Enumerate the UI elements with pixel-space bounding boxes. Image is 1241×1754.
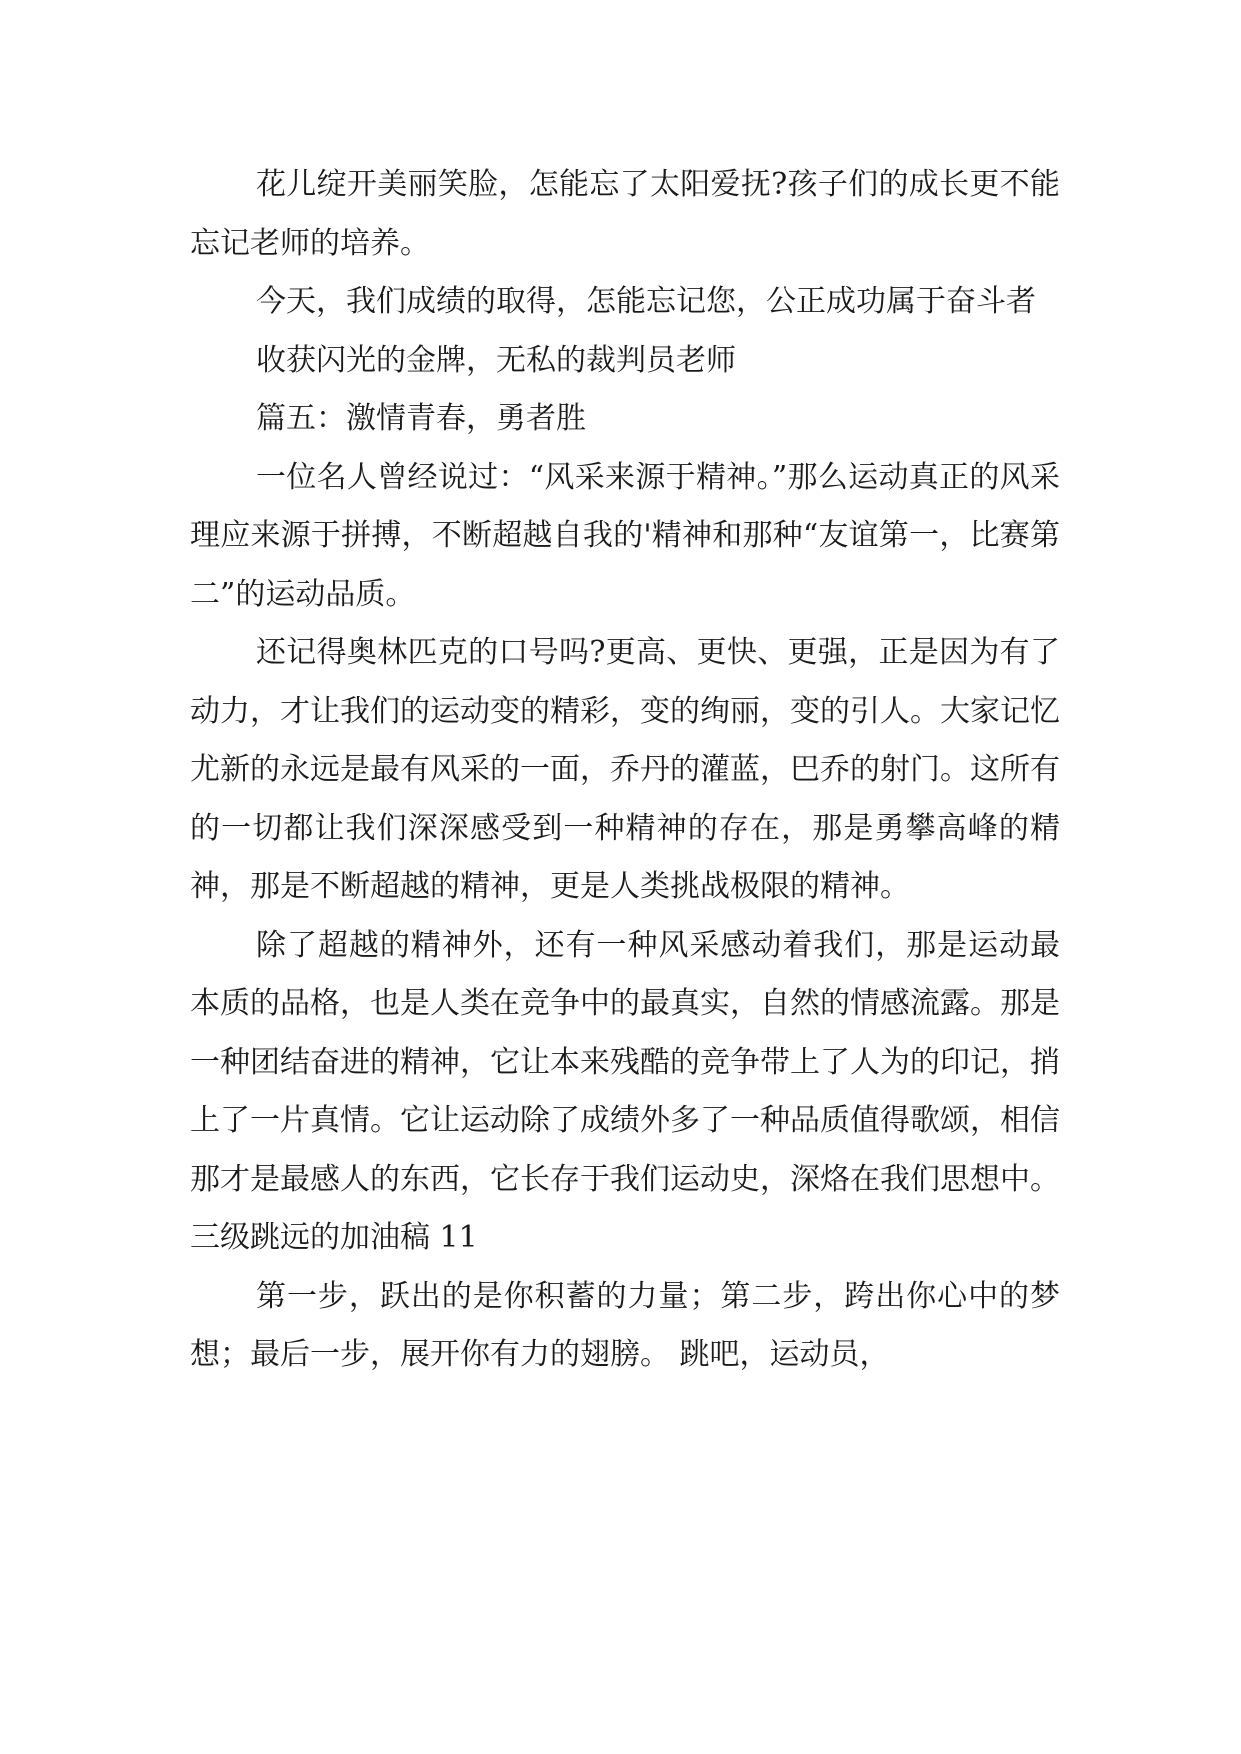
paragraph: 一位名人曾经说过：“风采来源于精神。”那么运动真正的风采理应来源于拼搏，不断超越自我的'精神和那种“友谊第一，比赛第二”的运动品质。 [190,459,1060,612]
paragraph: 除了超越的精神外，还有一种风采感动着我们，那是运动最本质的品格，也是人类在竞争中的最真实，自然的情感流露。那是一种团结奋进的精神，它让本来残酷的竞争带上了人为的印记，捎上了一片真情。它让运动除了成绩外多了一种品质值得歌颂，相信那才是最感人的东西，它长存于我们运动史，深烙在我们思想中。 [190,927,1060,1197]
section-heading: 篇五：激情青春，勇者胜 [256,401,586,436]
article-title: 三级跳远的加油稿 11 [190,1220,478,1255]
document-page [190,156,1060,1385]
paragraph: 今天，我们成绩的取得，怎能忘记您，公正成功属于奋斗者 [256,284,1036,319]
paragraph: 还记得奥林匹克的口号吗?更高、更快、更强，正是因为有了动力，才让我们的运动变的精彩，变的绚丽，变的引人。大家记忆尤新的永远是最有风采的一面，乔丹的灌蓝，巴乔的射门。这所有的一切都让我们深深感受到一种精神的存在，那是勇攀高峰的精神，那是不断超越的精神，更是人类挑战极限的精神。 [190,635,1060,904]
paragraph: 第一步，跃出的是你积蓄的力量；第二步，跨出你心中的梦想；最后一步，展开你有力的翅膀。 跳吧，运动员， [190,1278,1060,1372]
paragraph: 收获闪光的金牌，无私的裁判员老师 [256,342,736,378]
paragraph: 花儿绽开美丽笑脸，怎能忘了太阳爱抚?孩子们的成长更不能忘记老师的培养。 [190,167,1060,261]
